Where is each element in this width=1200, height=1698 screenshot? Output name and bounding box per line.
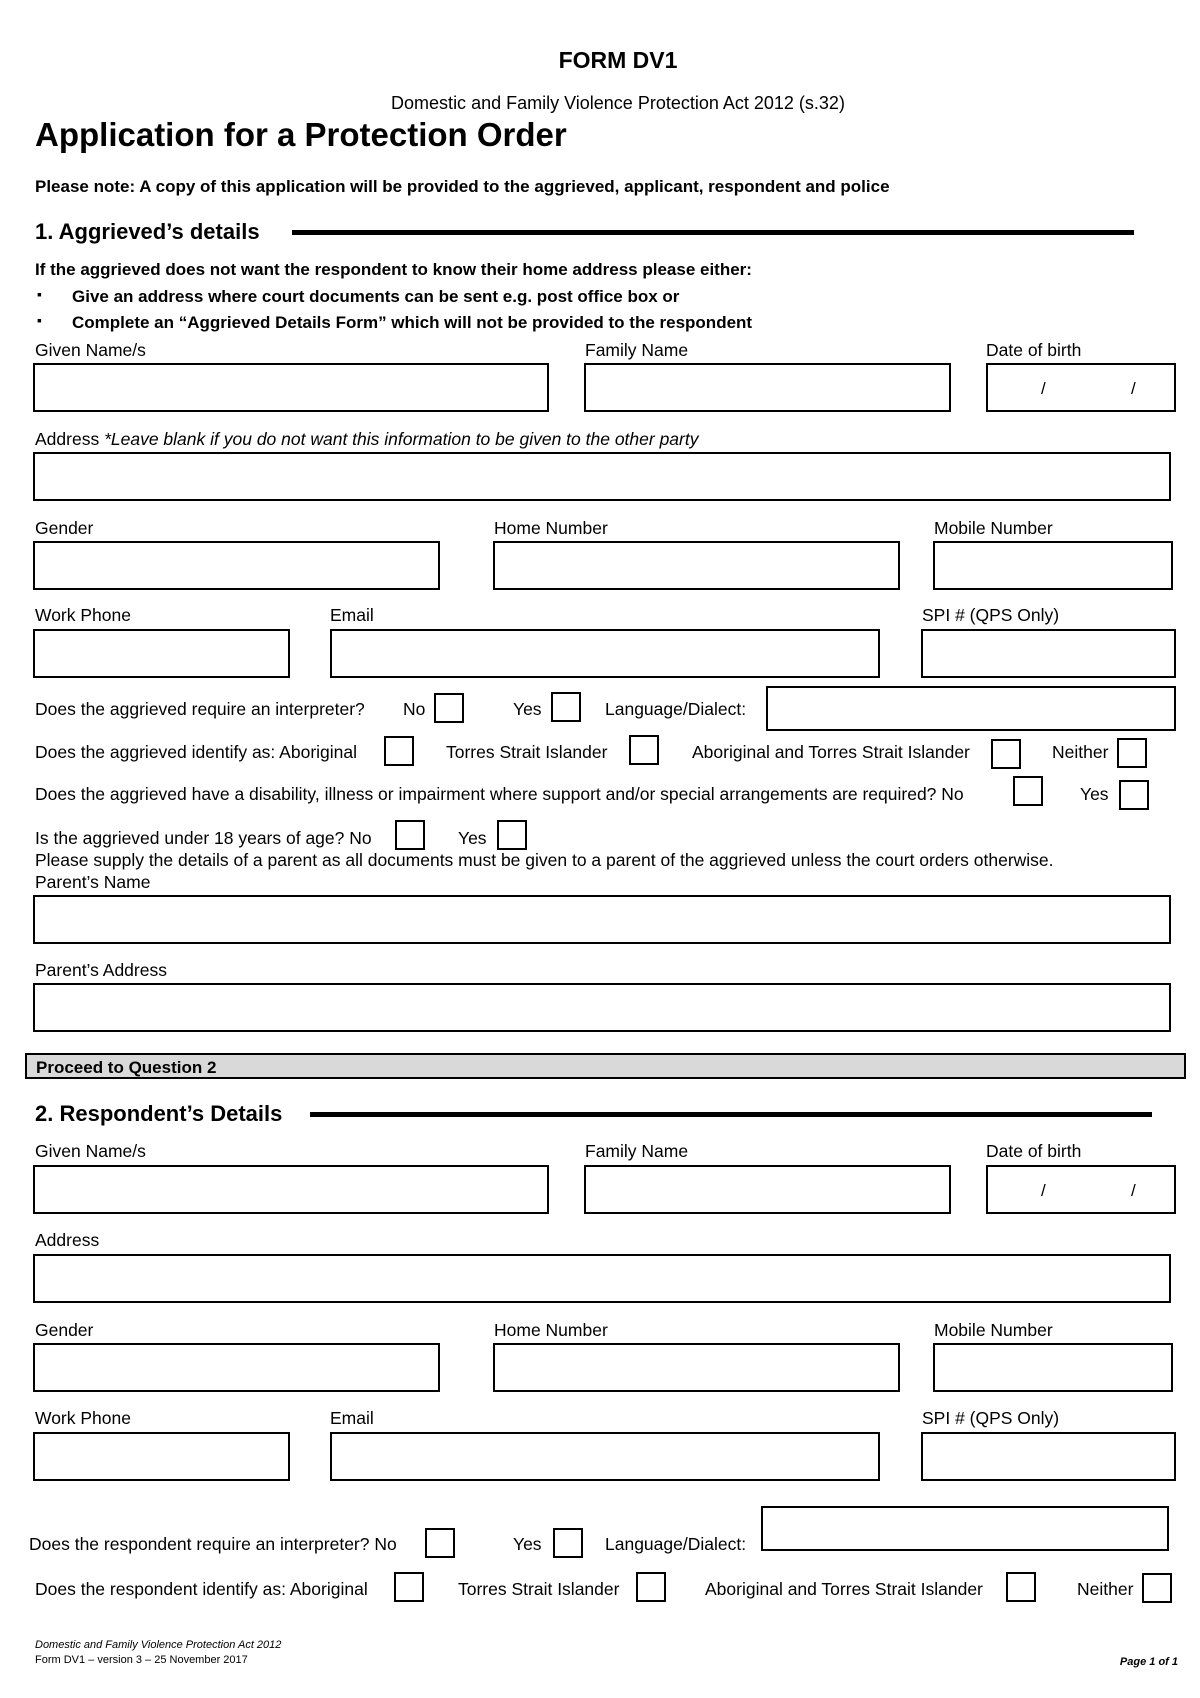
interpreter-question: Does the respondent require an interpreter? No [29,1534,397,1554]
parent-note: Please supply the details of a parent as all documents must be given to a parent of the aggrieved unless the court orders otherwise. [35,850,1054,870]
address-label: Address [35,1230,100,1250]
respondent-gender-field[interactable] [33,1343,440,1392]
respondent-atsi-checkbox[interactable] [1006,1572,1036,1602]
respondent-aboriginal-checkbox[interactable] [394,1572,424,1602]
mobile-number-label: Mobile Number [934,1320,1053,1340]
given-name-label: Given Name/s [35,1141,146,1161]
aggrieved-given-name-field[interactable] [33,363,549,412]
parent-address-field[interactable] [33,983,1171,1032]
respondent-mobile-number-field[interactable] [933,1343,1173,1392]
interpreter-question: Does the aggrieved require an interpreter? [35,699,365,719]
no-label: No [403,699,426,719]
act-reference: Domestic and Family Violence Protection Act 2012 (s.32) [391,93,845,113]
gender-label: Gender [35,1320,94,1340]
bullet-icon: ▪ [37,286,42,302]
proceed-bar [25,1053,1186,1079]
email-label: Email [330,605,374,625]
bullet-item: Give an address where court documents can be sent e.g. post office box or [72,287,680,306]
respondent-neither-checkbox[interactable] [1142,1573,1172,1603]
date-separator: / [1131,1181,1136,1200]
spi-label: SPI # (QPS Only) [922,605,1060,625]
interpreter-yes-checkbox[interactable] [551,692,581,722]
dob-label: Date of birth [986,1141,1082,1161]
address-note: *Leave blank if you do not want this information to be given to the other party [104,429,699,449]
language-label: Language/Dialect: [605,699,747,719]
address-label-text: Address [35,429,100,449]
section-2-heading: 2. Respondent’s Details [35,1101,283,1126]
respondent-tsi-checkbox[interactable] [636,1572,666,1602]
aggrieved-family-name-field[interactable] [584,363,951,412]
atsi-label: Aboriginal and Torres Strait Islander [692,742,970,762]
yes-label: Yes [1080,784,1109,804]
respondent-address-field[interactable] [33,1254,1171,1303]
home-number-label: Home Number [494,1320,608,1340]
aggrieved-language-field[interactable] [766,686,1176,731]
parent-address-label: Parent’s Address [35,960,167,980]
bullet-item: Complete an “Aggrieved Details Form” which will not be provided to the respondent [72,313,753,332]
disability-question: Does the aggrieved have a disability, illness or impairment where support and/or special arrangements are required? No [35,784,964,804]
address-label [35,431,698,449]
respondent-home-number-field[interactable] [493,1343,900,1392]
form-id: FORM DV1 [558,47,678,73]
given-name-label: Given Name/s [35,340,146,360]
copy-note: Please note: A copy of this application will be provided to the aggrieved, applicant, respondent and police [35,177,890,196]
section-1-rule [292,230,1134,235]
under18-question: Is the aggrieved under 18 years of age? No [35,828,372,848]
gender-label: Gender [35,518,94,538]
dob-label: Date of birth [986,340,1082,360]
date-separator: / [1041,379,1046,398]
yes-label: Yes [513,1534,542,1554]
respondent-family-name-field[interactable] [584,1165,951,1214]
family-name-label: Family Name [585,1141,689,1161]
respondent-dob-field[interactable] [986,1165,1176,1214]
disability-no-checkbox[interactable] [1013,776,1043,806]
disability-yes-checkbox[interactable] [1119,780,1149,810]
respondent-work-phone-field[interactable] [33,1432,290,1481]
atsi-label: Aboriginal and Torres Strait Islander [705,1579,983,1599]
home-number-label: Home Number [494,518,608,538]
tsi-label: Torres Strait Islander [446,742,608,762]
tsi-label: Torres Strait Islander [458,1579,620,1599]
yes-label: Yes [513,699,542,719]
aggrieved-work-phone-field[interactable] [33,629,290,678]
identify-question: Does the aggrieved identify as: Aboriginal [35,742,358,762]
proceed-text: Proceed to Question 2 [36,1058,217,1077]
footer-version: Form DV1 – version 3 – 25 November 2017 [35,1654,248,1666]
page-number: Page 1 of 1 [1119,1656,1178,1668]
parent-name-field[interactable] [33,895,1171,944]
aggrieved-email-field[interactable] [330,629,880,678]
respondent-email-field[interactable] [330,1432,880,1481]
aggrieved-mobile-number-field[interactable] [933,541,1173,590]
date-separator: / [1131,379,1136,398]
family-name-label: Family Name [585,340,689,360]
mobile-number-label: Mobile Number [934,518,1053,538]
yes-label: Yes [458,828,487,848]
respondent-language-field[interactable] [761,1506,1169,1551]
address-privacy-intro: If the aggrieved does not want the respondent to know their home address please either: [35,260,752,279]
page-title: Application for a Protection Order [35,116,567,153]
section-2-rule [310,1112,1152,1117]
work-phone-label: Work Phone [35,605,131,625]
date-separator: / [1041,1181,1046,1200]
aggrieved-spi-field[interactable] [921,629,1176,678]
neither-label: Neither [1052,742,1109,762]
aggrieved-dob-field[interactable] [986,363,1176,412]
parent-name-label: Parent’s Name [35,872,151,892]
aggrieved-home-number-field[interactable] [493,541,900,590]
bullet-icon: ▪ [37,312,42,328]
aggrieved-address-field[interactable] [33,452,1171,501]
atsi-checkbox[interactable] [991,739,1021,769]
respondent-interpreter-no-checkbox[interactable] [425,1528,455,1558]
email-label: Email [330,1408,374,1428]
aboriginal-checkbox[interactable] [384,736,414,766]
respondent-interpreter-yes-checkbox[interactable] [553,1528,583,1558]
interpreter-no-checkbox[interactable] [434,693,464,723]
respondent-given-name-field[interactable] [33,1165,549,1214]
neither-checkbox[interactable] [1117,738,1147,768]
language-label: Language/Dialect: [605,1534,747,1554]
under18-yes-checkbox[interactable] [497,820,527,850]
spi-label: SPI # (QPS Only) [922,1408,1060,1428]
section-1-heading: 1. Aggrieved’s details [35,219,260,244]
work-phone-label: Work Phone [35,1408,131,1428]
respondent-spi-field[interactable] [921,1432,1176,1481]
identify-question: Does the respondent identify as: Aboriginal [35,1579,368,1599]
aggrieved-gender-field[interactable] [33,541,440,590]
under18-no-checkbox[interactable] [395,820,425,850]
tsi-checkbox[interactable] [629,735,659,765]
footer-act: Domestic and Family Violence Protection Act 2012 [35,1639,282,1651]
neither-label: Neither [1077,1579,1134,1599]
